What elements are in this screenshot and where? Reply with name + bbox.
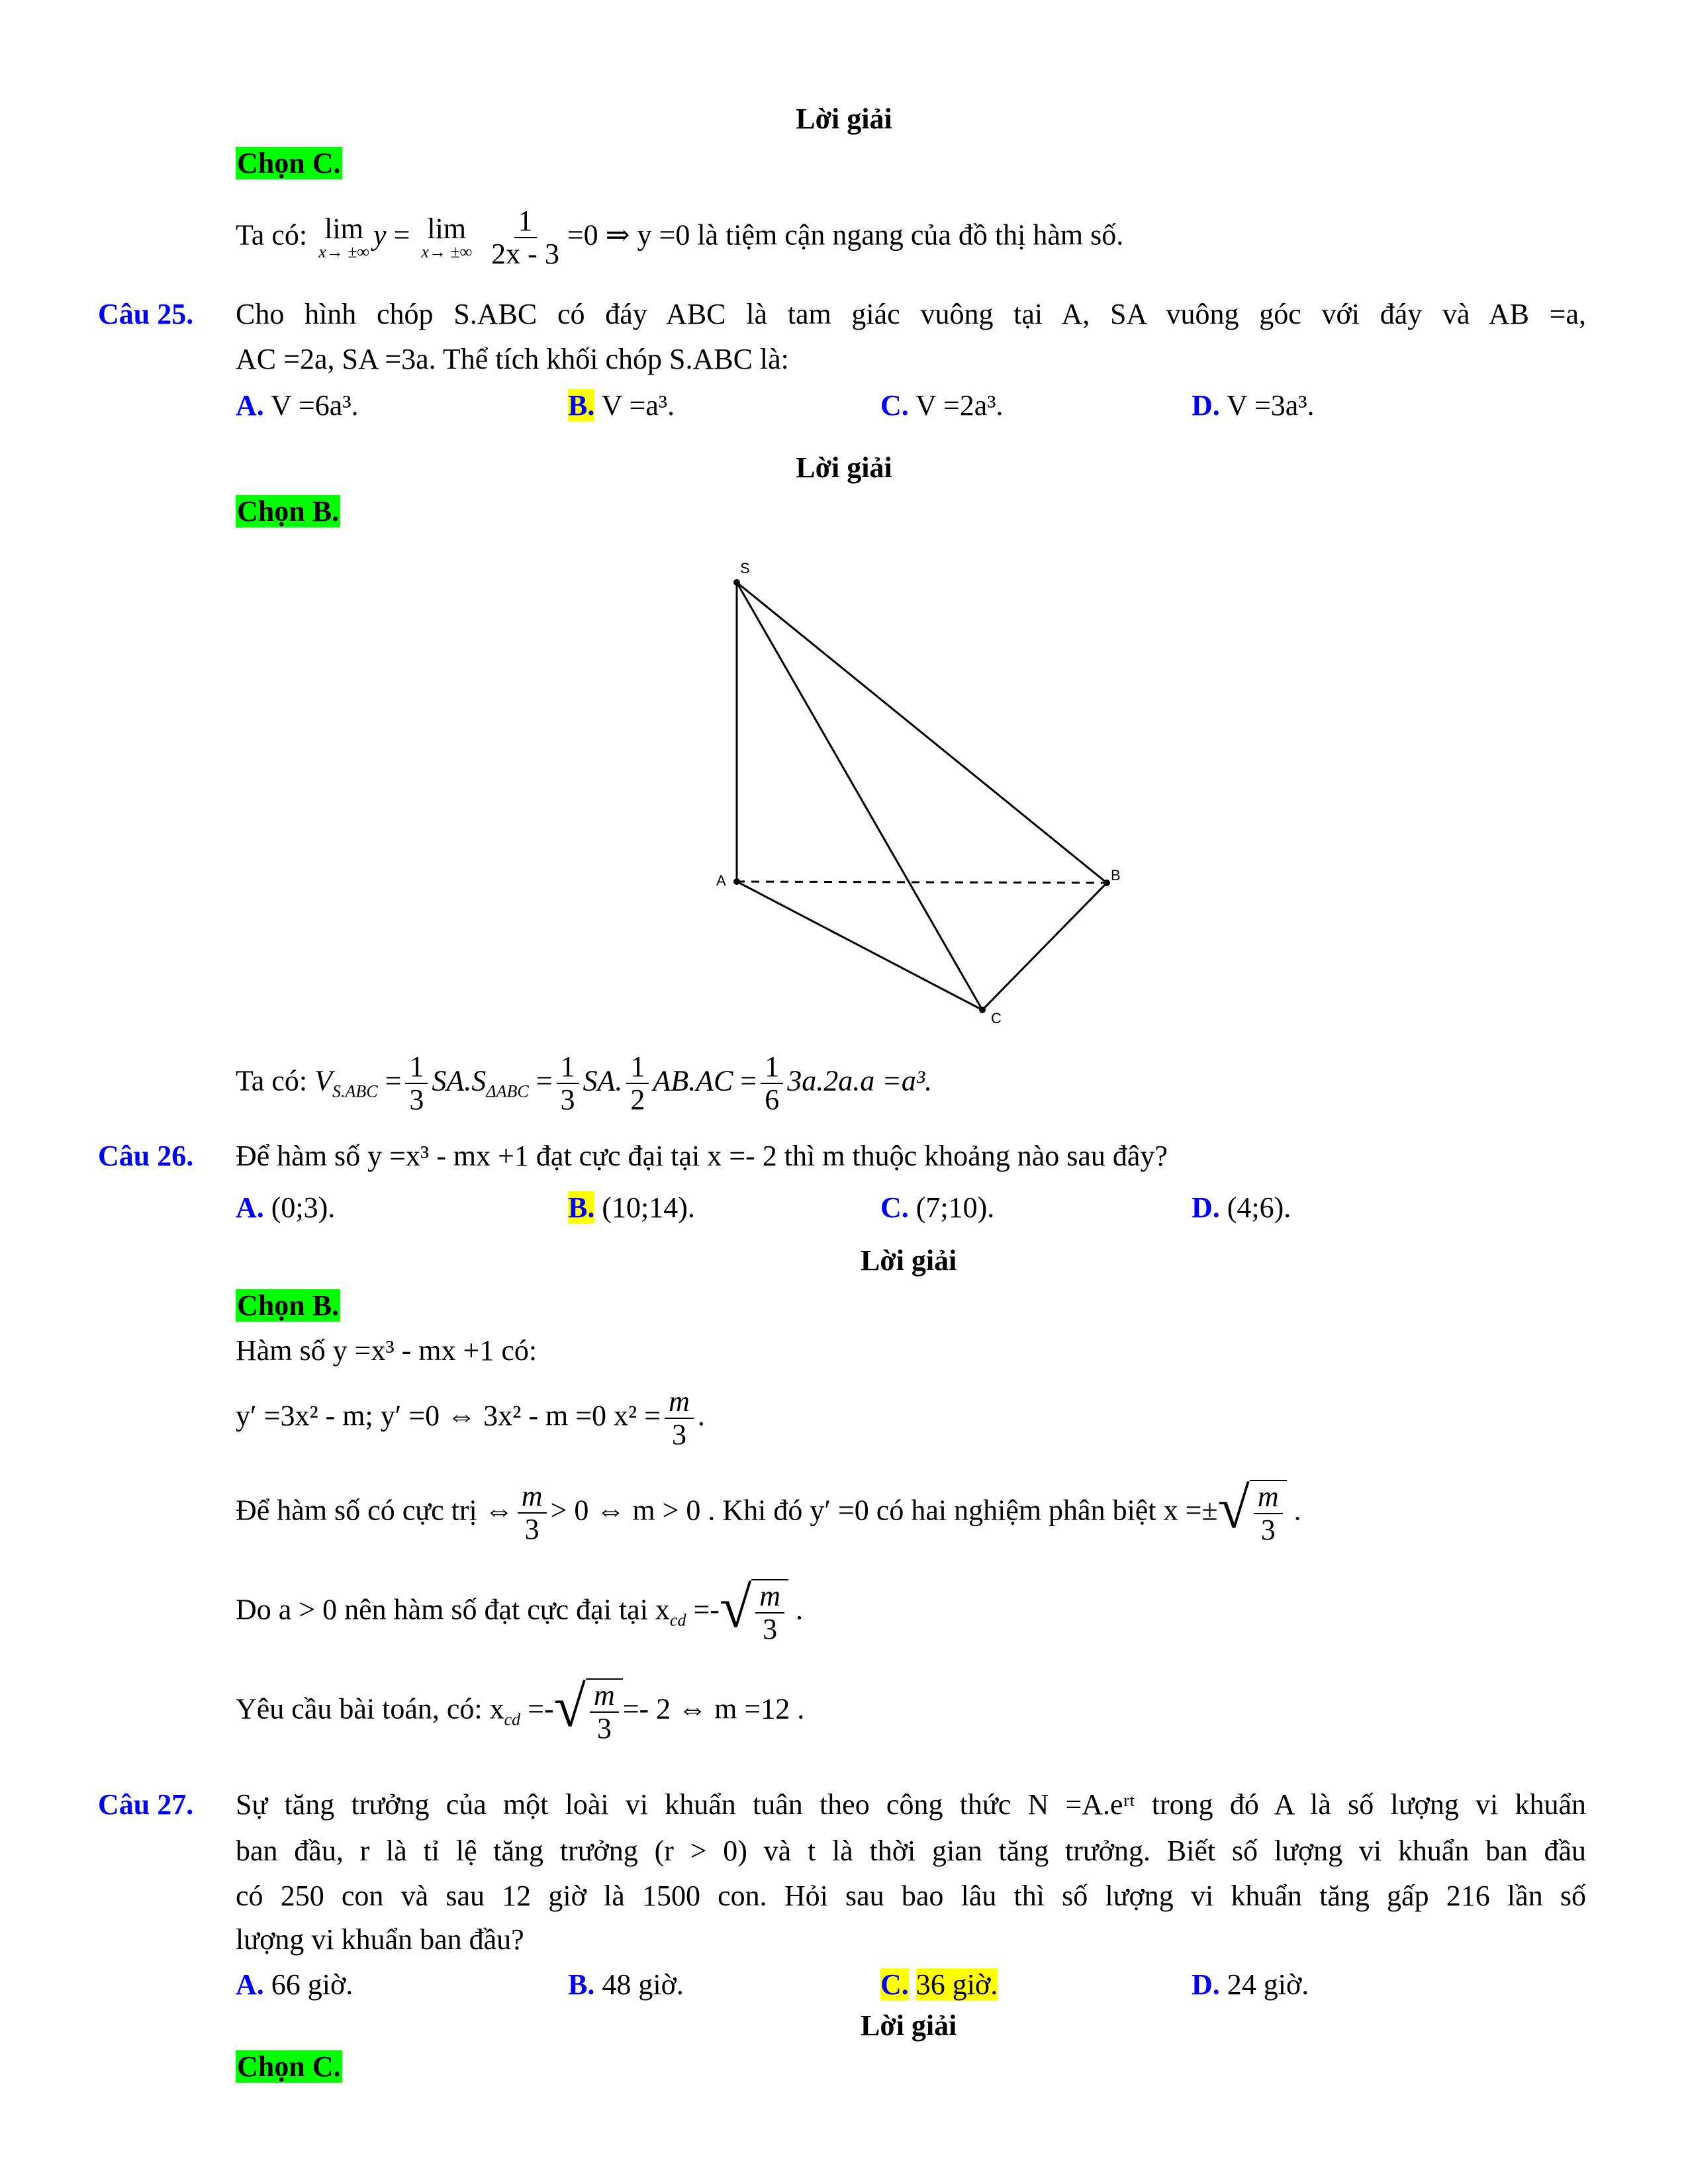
pyramid-figure <box>0 0 1688 1059</box>
edge-bc <box>982 883 1107 1010</box>
question-label: Câu 25. <box>98 298 194 330</box>
answer-option-c[interactable]: C. (7;10). <box>880 1191 995 1224</box>
vertex-s <box>733 579 740 586</box>
chosen-answer: Chọn B. <box>237 1289 340 1322</box>
q25-solution-line: Ta có: $V_{S.ABC}$ = $\frac{1}{3}$ $SA.S_{\Delta ABC}$ = $\frac{1}{3}$ SA. $\frac{1}{2}$ AB.AC = $\frac{1}{6}$ 3a.2a.a =a³. <box>236 1050 933 1116</box>
label-s: S <box>740 560 750 576</box>
vertex-c <box>979 1007 986 1013</box>
answer-option-d[interactable]: D. V =3a³. <box>1192 389 1315 422</box>
answer-option-a[interactable]: A. (0;3). <box>236 1191 336 1224</box>
q26-solution-line-2: y′ =3x² - m; y′ =0 ⇔ 3x² - m =0 x² = $\frac{m}{3}$ . <box>236 1385 705 1451</box>
answer-option-c[interactable]: C. V =2a³. <box>880 389 1004 422</box>
chosen-answer: Chọn C. <box>237 2050 341 2083</box>
answer-option-d[interactable]: D. 24 giờ. <box>1192 1968 1309 2001</box>
edge-ab-hidden <box>737 882 1107 883</box>
label-a: A <box>716 872 726 889</box>
q26-solution-line-3: Để hàm số có cực trị ⇔ $\frac{m}{3}$ > 0 ⇔ m > 0 . Khi đó y′ =0 có hai nghiệm phân biệt x =± √ $\frac{m}{3}$ . <box>236 1477 1301 1547</box>
solution-heading: Lời giải <box>796 451 892 484</box>
solution-heading: Lời giải <box>861 1244 957 1277</box>
answer-option-b[interactable]: B. (10;14). <box>568 1191 695 1224</box>
q24-solution-line: Ta có: lim x→ ±∞ y = lim x→ ±∞ $\frac{1}{2x - 3}$ =0 ⇒ y =0 là tiệm cận ngang của đồ thị hàm số. <box>236 205 1124 271</box>
vertex-a <box>733 878 740 885</box>
answer-option-b[interactable]: B. 48 giờ. <box>568 1968 684 2001</box>
question-text: Cho hình chóp S.ABC có đáy ABC là tam giác vuông tại A, SA vuông góc với đáy và AB =a, <box>236 298 1586 330</box>
answer-option-d[interactable]: D. (4;6). <box>1192 1191 1291 1224</box>
q26-solution-line-5: Yêu cầu bài toán, có: $x_{cd}$ =- √ $\frac{m}{3}$ =- 2 ⇔ m =12 . <box>236 1675 805 1745</box>
answer-option-a[interactable]: A. V =6a³. <box>236 389 359 422</box>
q26-solution-line-4: Do a > 0 nên hàm số đạt cực đại tại $x_{cd}$ =- √ $\frac{m}{3}$ . <box>236 1576 804 1646</box>
label-b: B <box>1111 867 1121 884</box>
edge-sb <box>737 582 1107 883</box>
question-text: có 250 con và sau 12 giờ là 1500 con. Hỏi sau bao lâu thì số lượng vi khuẩn tăng gấp 216 lần số <box>236 1880 1586 1912</box>
question-text: Sự tăng trưởng của một loài vi khuẩn tuân theo công thức N =A.eʳᵗ trong đó A là số lượng vi khuẩn <box>236 1788 1586 1821</box>
answer-option-c[interactable]: C. 36 giờ. <box>880 1968 998 2001</box>
question-text: AC =2a, SA =3a. Thể tích khối chóp S.ABC là: <box>236 343 789 375</box>
question-text: Để hàm số y =x³ - mx +1 đạt cực đại tại x =- 2 thì m thuộc khoảng nào sau đây? <box>236 1140 1168 1172</box>
solution-heading: Lời giải <box>796 103 892 135</box>
question-text: ban đầu, r là tỉ lệ tăng trưởng (r > 0) và t là thời gian tăng trưởng. Biết số lượng vi khuẩn ban đầu <box>236 1835 1586 1867</box>
question-label: Câu 27. <box>98 1788 194 1821</box>
solution-heading: Lời giải <box>861 2009 957 2042</box>
chosen-answer: Chọn C. <box>237 147 341 179</box>
label-c: C <box>991 1010 1002 1026</box>
question-label: Câu 26. <box>98 1140 194 1172</box>
question-text: lượng vi khuẩn ban đầu? <box>236 1923 524 1956</box>
answer-option-a[interactable]: A. 66 giờ. <box>236 1968 353 2001</box>
answer-option-b[interactable]: B. V =a³. <box>568 389 675 422</box>
vertex-b <box>1103 880 1110 886</box>
chosen-answer: Chọn B. <box>237 495 340 527</box>
q26-solution-line-1: Hàm số y =x³ - mx +1 có: <box>236 1334 538 1367</box>
